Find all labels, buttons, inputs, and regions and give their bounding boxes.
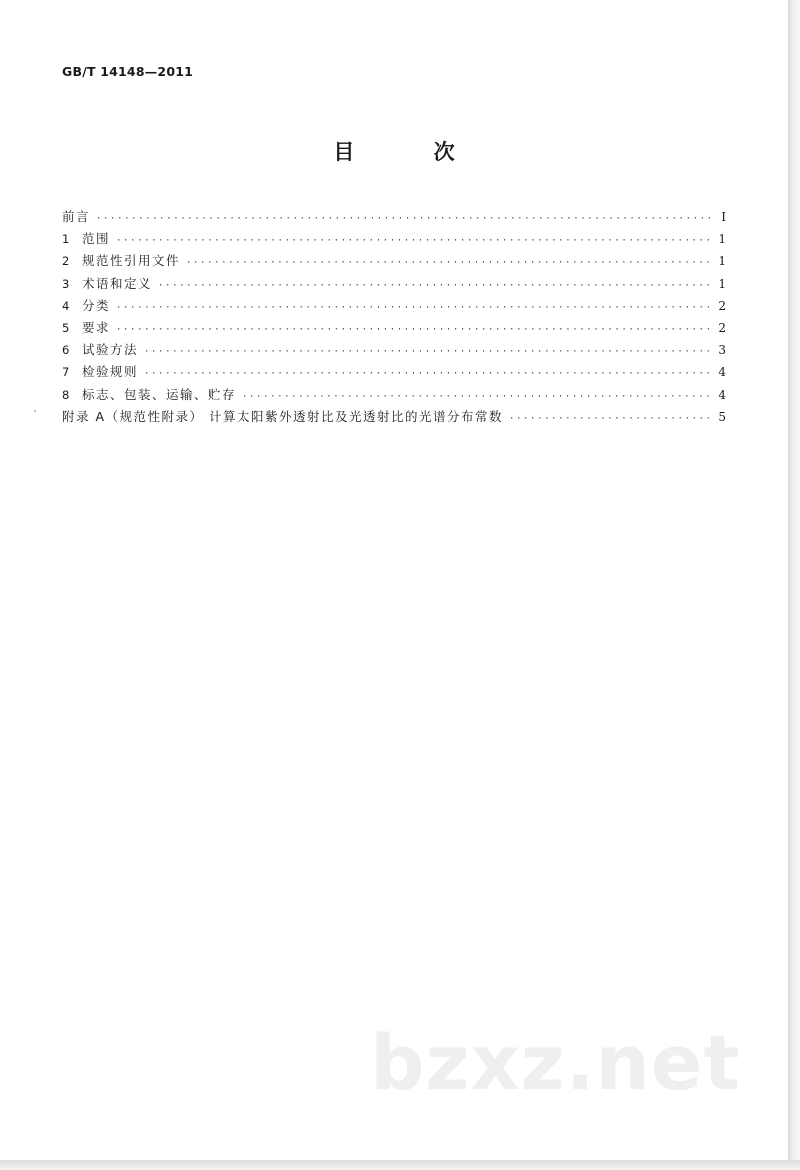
toc-entry-label: 术语和定义	[82, 275, 153, 291]
page-edge-shadow-bottom	[0, 1160, 800, 1170]
toc-entry-3[interactable]	[62, 273, 726, 295]
toc-leader-dots	[509, 408, 710, 430]
toc-entry-page: 3	[718, 343, 726, 358]
toc-entry-label: 前言	[62, 209, 91, 224]
toc-entry-page: 2	[718, 320, 726, 335]
toc-entry-label: 分类	[82, 297, 111, 313]
page-edge-shadow-right	[788, 0, 800, 1170]
toc-leader-dots	[158, 275, 710, 297]
toc-entry-label: 标志、包装、运输、贮存	[82, 386, 237, 402]
toc-entry-page: 4	[718, 365, 726, 380]
toc-entry-number: 7	[62, 365, 70, 380]
toc-entry-label: 范围	[82, 231, 111, 247]
toc-entry-label: 要求	[82, 319, 111, 335]
toc-entry-label: 试验方法	[82, 342, 139, 358]
toc-entry-number: 6	[62, 343, 70, 358]
toc-entry-number: 2	[62, 254, 70, 269]
toc-leader-dots	[242, 386, 710, 408]
table-of-contents	[62, 206, 726, 428]
toc-entry-page: 1	[718, 254, 726, 269]
toc-entry-8[interactable]	[62, 384, 726, 406]
toc-entry-annex-a[interactable]	[62, 406, 726, 428]
toc-entry-2[interactable]	[62, 250, 726, 272]
toc-entry-5[interactable]	[62, 317, 726, 339]
scan-mark	[34, 410, 36, 412]
toc-leader-dots	[186, 252, 710, 274]
toc-entry-number: 8	[62, 387, 70, 402]
page-title: 目 次	[333, 140, 491, 164]
toc-entry-page: 5	[718, 409, 726, 424]
toc-entry-4[interactable]	[62, 295, 726, 317]
toc-entry-label: 规范性引用文件	[82, 253, 181, 269]
toc-leader-dots	[144, 341, 710, 363]
toc-entry-number: 1	[62, 232, 70, 247]
toc-entry-number: 5	[62, 320, 70, 335]
toc-entry-label: 附录 A（规范性附录） 计算太阳紫外透射比及光透射比的光谱分布常数	[62, 408, 503, 424]
toc-entry-number: 3	[62, 276, 70, 291]
toc-entry-label: 检验规则	[82, 364, 139, 380]
toc-leader-dots	[116, 230, 710, 252]
toc-entry-page: Ⅰ	[721, 210, 726, 224]
toc-entry-number: 4	[62, 298, 70, 313]
toc-entry-7[interactable]	[62, 361, 726, 383]
toc-leader-dots	[144, 363, 710, 385]
toc-leader-dots	[116, 319, 710, 341]
document-code: GB/T 14148—2011	[62, 64, 194, 79]
toc-entry-page: 4	[718, 387, 726, 402]
toc-entry-page: 1	[718, 276, 726, 291]
toc-entry-foreword[interactable]	[62, 206, 726, 228]
toc-entry-page: 2	[718, 298, 726, 313]
toc-entry-page: 1	[718, 232, 726, 247]
toc-entry-6[interactable]	[62, 339, 726, 361]
toc-entry-1[interactable]	[62, 228, 726, 250]
toc-leader-dots	[116, 297, 710, 319]
watermark: bzxz.net	[370, 1018, 741, 1107]
toc-leader-dots	[96, 208, 710, 230]
